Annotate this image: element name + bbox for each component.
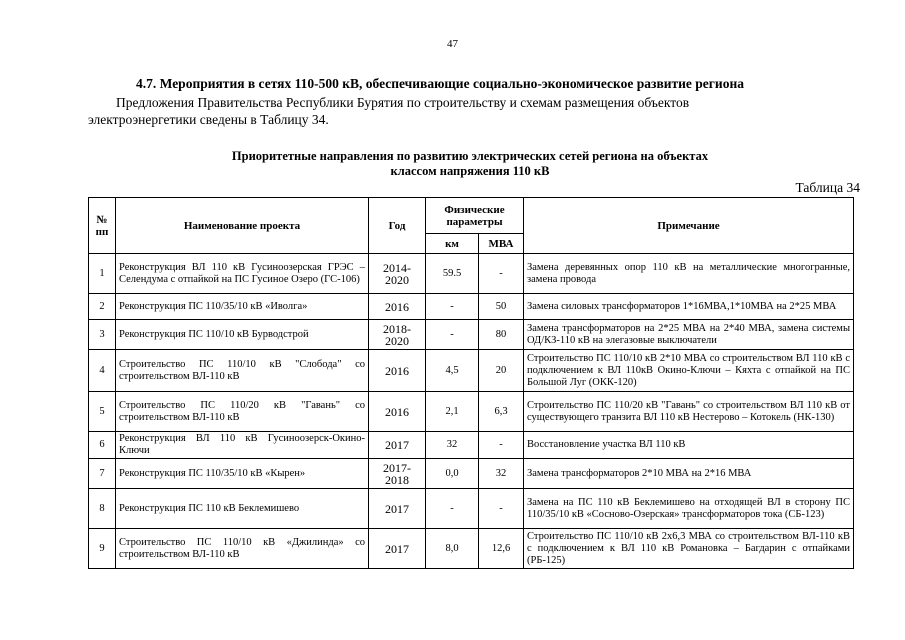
project-name-cell: Реконструкция ВЛ 110 кВ Гусиноозерская ГРЭС – Селендума с отпайкой на ПС Гусиное Озеро (ГС-106) bbox=[116, 254, 369, 294]
mva-cell: 80 bbox=[479, 320, 524, 350]
year-cell: 2017 bbox=[369, 489, 426, 529]
km-cell: 0,0 bbox=[426, 459, 479, 489]
year-cell: 2017 bbox=[369, 529, 426, 569]
table-row bbox=[89, 320, 854, 350]
note-cell: Замена на ПС 110 кВ Беклемишево на отходящей ВЛ в сторону ПС 110/35/10 кВ «Сосново-Озерская» трансформаторов тока (СБ-123) bbox=[524, 489, 854, 529]
km-cell: - bbox=[426, 489, 479, 529]
page-number: 47 bbox=[447, 38, 458, 50]
intro-line-1: Предложения Правительства Республики Бурятия по строительству и схемам размещения объектов bbox=[116, 95, 690, 110]
header-num-line-1: № bbox=[96, 213, 108, 226]
header-mva: МВА bbox=[479, 234, 524, 254]
km-cell: - bbox=[426, 320, 479, 350]
table-row bbox=[89, 392, 854, 432]
table-heading bbox=[150, 149, 790, 179]
km-cell: 8,0 bbox=[426, 529, 479, 569]
km-cell: - bbox=[426, 294, 479, 320]
table-row bbox=[89, 254, 854, 294]
mva-cell: 50 bbox=[479, 294, 524, 320]
row-num-cell: 8 bbox=[89, 489, 116, 529]
km-cell: 59.5 bbox=[426, 254, 479, 294]
km-cell: 32 bbox=[426, 432, 479, 459]
header-num bbox=[89, 198, 116, 254]
note-cell: Замена трансформаторов на 2*25 МВА на 2*40 МВА, замена системы ОД/КЗ-110 кВ на элегазовые выключатели bbox=[524, 320, 854, 350]
section-heading: 4.7. Мероприятия в сетях 110-500 кВ, обеспечивающие социально-экономическое развитие региона bbox=[136, 76, 744, 91]
km-cell: 2,1 bbox=[426, 392, 479, 432]
header-note: Примечание bbox=[524, 198, 854, 254]
row-num-cell: 1 bbox=[89, 254, 116, 294]
project-name-cell: Реконструкция ПС 110/10 кВ Бурводстрой bbox=[116, 320, 369, 350]
row-num-cell: 3 bbox=[89, 320, 116, 350]
header-year: Год bbox=[369, 198, 426, 254]
table-row bbox=[89, 529, 854, 569]
project-name-cell: Реконструкция ПС 110/35/10 кВ «Иволга» bbox=[116, 294, 369, 320]
project-name-cell: Реконструкция ПС 110 кВ Беклемишево bbox=[116, 489, 369, 529]
note-cell: Замена силовых трансформаторов 1*16МВА,1*10МВА на 2*25 МВА bbox=[524, 294, 854, 320]
header-name: Наименование проекта bbox=[116, 198, 369, 254]
year-cell: 2016 bbox=[369, 350, 426, 392]
note-cell: Строительство ПС 110/10 кВ 2х6,3 МВА со строительством ВЛ-110 кВ с подключением к ВЛ 110 кВ Романовка – Багдарин с отпайками (РБ-125) bbox=[524, 529, 854, 569]
mva-cell: - bbox=[479, 254, 524, 294]
table-heading-line-2: классом напряжения 110 кВ bbox=[390, 164, 550, 178]
year-cell: 2017-2018 bbox=[369, 459, 426, 489]
row-num-cell: 4 bbox=[89, 350, 116, 392]
table-row bbox=[89, 350, 854, 392]
row-num-cell: 7 bbox=[89, 459, 116, 489]
header-phys-line-1: Физические bbox=[444, 203, 505, 216]
year-cell: 2016 bbox=[369, 294, 426, 320]
intro-paragraph bbox=[88, 94, 848, 128]
mva-cell: 20 bbox=[479, 350, 524, 392]
project-name-cell: Строительство ПС 110/10 кВ «Джилинда» со строительством ВЛ-110 кВ bbox=[116, 529, 369, 569]
km-cell: 4,5 bbox=[426, 350, 479, 392]
projects-table bbox=[88, 197, 854, 569]
table-row bbox=[89, 294, 854, 320]
header-num-line-2: пп bbox=[95, 225, 109, 238]
mva-cell: - bbox=[479, 489, 524, 529]
mva-cell: 6,3 bbox=[479, 392, 524, 432]
project-name-cell: Реконструкция ВЛ 110 кВ Гусиноозерск-Окино-Ключи bbox=[116, 432, 369, 459]
year-cell: 2018-2020 bbox=[369, 320, 426, 350]
header-physical-params bbox=[426, 198, 524, 234]
year-cell: 2017 bbox=[369, 432, 426, 459]
mva-cell: - bbox=[479, 432, 524, 459]
table-header bbox=[89, 198, 854, 254]
intro-line-2: электроэнергетики сведены в Таблицу 34. bbox=[88, 112, 329, 127]
row-num-cell: 6 bbox=[89, 432, 116, 459]
row-num-cell: 2 bbox=[89, 294, 116, 320]
mva-cell: 12,6 bbox=[479, 529, 524, 569]
note-cell: Замена деревянных опор 110 кВ на металлические многогранные, замена провода bbox=[524, 254, 854, 294]
year-cell: 2016 bbox=[369, 392, 426, 432]
note-cell: Замена трансформаторов 2*10 МВА на 2*16 МВА bbox=[524, 459, 854, 489]
note-cell: Строительство ПС 110/10 кВ 2*10 МВА со строительством ВЛ 110 кВ с подключением к ВЛ 110кВ Окино-Ключи – Кяхта с отпайкой на ПС Большой Луг (ОКК-120) bbox=[524, 350, 854, 392]
note-cell: Восстановление участка ВЛ 110 кВ bbox=[524, 432, 854, 459]
year-cell: 2014-2020 bbox=[369, 254, 426, 294]
header-km: км bbox=[426, 234, 479, 254]
table-row bbox=[89, 489, 854, 529]
project-name-cell: Строительство ПС 110/10 кВ "Слобода" со строительством ВЛ-110 кВ bbox=[116, 350, 369, 392]
table-heading-line-1: Приоритетные направления по развитию электрических сетей региона на объектах bbox=[231, 149, 709, 163]
table-row bbox=[89, 459, 854, 489]
note-cell: Строительство ПС 110/20 кВ "Гавань" со строительством ВЛ 110 кВ от существующего транзита ВЛ 110 кВ Нестерово – Котокель (НК-130) bbox=[524, 392, 854, 432]
table-caption: Таблица 34 bbox=[795, 180, 860, 195]
table-body bbox=[89, 254, 854, 569]
project-name-cell: Строительство ПС 110/20 кВ "Гавань" со строительством ВЛ-110 кВ bbox=[116, 392, 369, 432]
row-num-cell: 9 bbox=[89, 529, 116, 569]
mva-cell: 32 bbox=[479, 459, 524, 489]
header-phys-line-2: параметры bbox=[446, 215, 503, 228]
table-row bbox=[89, 432, 854, 459]
row-num-cell: 5 bbox=[89, 392, 116, 432]
project-name-cell: Реконструкция ПС 110/35/10 кВ «Кырен» bbox=[116, 459, 369, 489]
